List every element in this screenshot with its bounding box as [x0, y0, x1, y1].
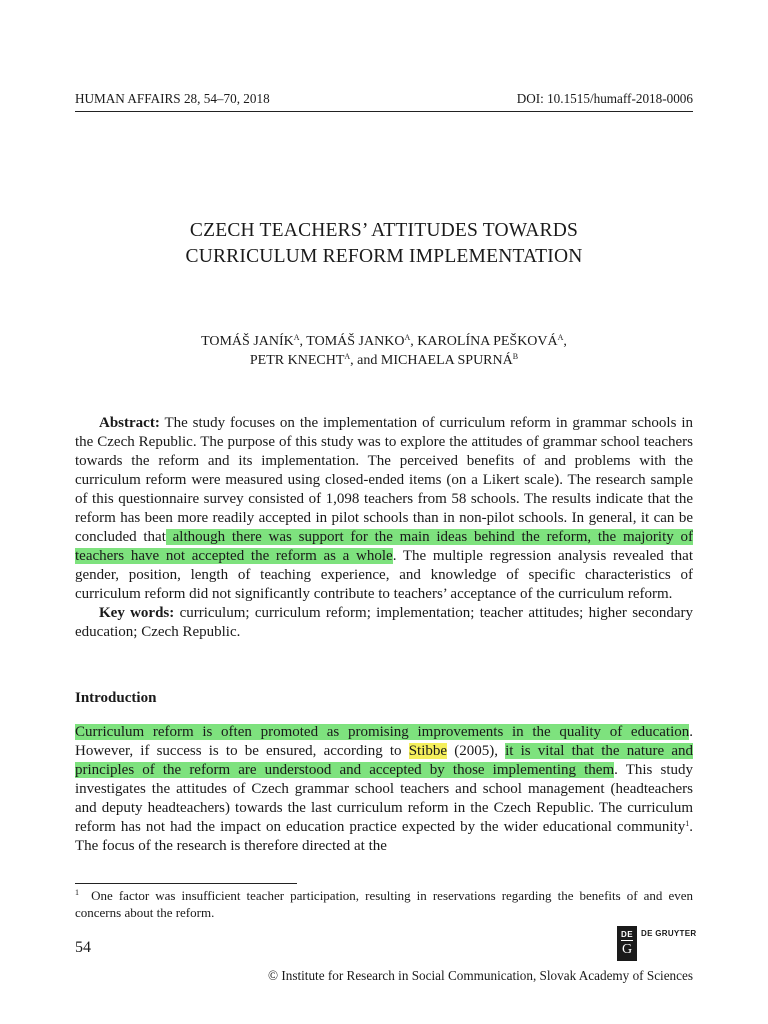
- intro-text: . This study investigates the attitudes of Czech grammar school teachers and school management (headteachers and deputy headteachers) towards the last curriculum reform in the Czech Republic. The curriculum reform has not had the impact on education practice expected by the wider educational community: [75, 762, 693, 835]
- logo-g-text: G: [621, 942, 633, 957]
- abstract-text-cont: . The multiple regression analysis revealed that gender, position, length of teaching experience, and knowledge of specific characteristics of curriculum reform did not significantly contribute to teachers’ acceptance of the curriculum reform.: [75, 548, 693, 602]
- author-line-2: PETR $KNECHT^A$, and MICHAELA $SPURNÁ^B$: [249, 352, 519, 368]
- logo-de-text: DE: [620, 930, 634, 939]
- author-name: TOMÁŠ JANÍK: [201, 334, 294, 349]
- doi-label: DOI: 10.1515/humaff-2018-0006: [516, 91, 693, 106]
- abstract-highlight: although there was support for the main ideas behind the reform, the majority of teachers have not accepted the reform as a whole: [75, 529, 693, 564]
- author-name: PETR KNECHT: [249, 353, 345, 368]
- author-name: KAROLÍNA PEŠKOVÁ: [417, 334, 558, 349]
- affiliation-mark: A: [293, 333, 300, 342]
- footnote: [75, 887, 693, 921]
- keywords-paragraph: [75, 604, 693, 642]
- keywords-label: Key words:: [99, 605, 175, 621]
- author-name: TOMÁŠ JANKO: [306, 334, 405, 349]
- title-line-2: CURRICULUM REFORM IMPLEMENTATION: [185, 246, 583, 267]
- title-line-1: CZECH TEACHERS’ ATTITUDES TOWARDS: [189, 220, 579, 241]
- intro-highlight-2: it is vital that the nature and principles of the reform are understood and accepted by those implementing them: [75, 743, 693, 778]
- intro-text: . However, if success is to be ensured, according to: [75, 724, 693, 759]
- running-header: [75, 91, 693, 107]
- footnote-reference[interactable]: 1: [685, 819, 690, 828]
- paper-title: [75, 218, 693, 270]
- abstract-paragraph: [75, 414, 693, 604]
- author-name: MICHAELA SPURNÁ: [380, 353, 513, 368]
- header-rule: [75, 111, 693, 112]
- page-number: 54: [75, 939, 91, 956]
- affiliation-mark: A: [557, 333, 564, 342]
- publisher-name: DE GRUYTER: [641, 929, 697, 938]
- logo-divider: [621, 940, 633, 941]
- footnote-text: One factor was insufficient teacher participation, resulting in reservations regarding the benefits of and even concerns about the reform.: [75, 888, 693, 920]
- de-gruyter-logo: [617, 926, 637, 961]
- journal-citation: HUMAN AFFAIRS 28, 54–70, 2018: [75, 91, 270, 106]
- affiliation-mark: B: [512, 352, 519, 361]
- intro-text: (2005),: [447, 743, 506, 759]
- affiliation-mark: A: [404, 333, 411, 342]
- author-line-1: TOMÁŠ $JANÍK^A$, TOMÁŠ $JANKO^A$, KAROLÍNA $PEŠKOVÁ^A$,: [201, 333, 567, 349]
- citation-highlight: Stibbe: [408, 743, 448, 759]
- copyright-line: © Institute for Research in Social Communication, Slovak Academy of Sciences: [268, 968, 693, 983]
- intro-text: . The focus of the research is therefore directed at the: [75, 819, 693, 854]
- author-conjunction: and: [357, 353, 378, 368]
- introduction-paragraph: [75, 723, 693, 856]
- section-heading-introduction: Introduction: [75, 690, 157, 706]
- abstract-text: The study focuses on the implementation of curriculum reform in grammar schools in the Czech Republic. The purpose of this study was to explore the attitudes of grammar school teachers towards the reform and its implementation. The perceived benefits of and problems with the curriculum reform were measured using closed-ended items (on a Likert scale). The research sample of this questionnaire survey consisted of 1,098 teachers from 58 schools. The results indicate that the reform has been more readily accepted in pilot schools than in non-pilot schools. In general, it can be concluded that: [75, 415, 693, 545]
- abstract-label: Abstract:: [99, 415, 160, 431]
- keywords-text: curriculum; curriculum reform; implementation; teacher attitudes; higher secondary education; Czech Republic.: [75, 605, 694, 640]
- intro-highlight-1: Curriculum reform is often promoted as promising improvements in the quality of education: [75, 724, 690, 740]
- affiliation-mark: A: [344, 352, 351, 361]
- abstract-section: [75, 414, 693, 642]
- footnote-rule: [75, 883, 297, 884]
- author-list: [75, 332, 693, 370]
- footnote-number: 1: [75, 888, 79, 897]
